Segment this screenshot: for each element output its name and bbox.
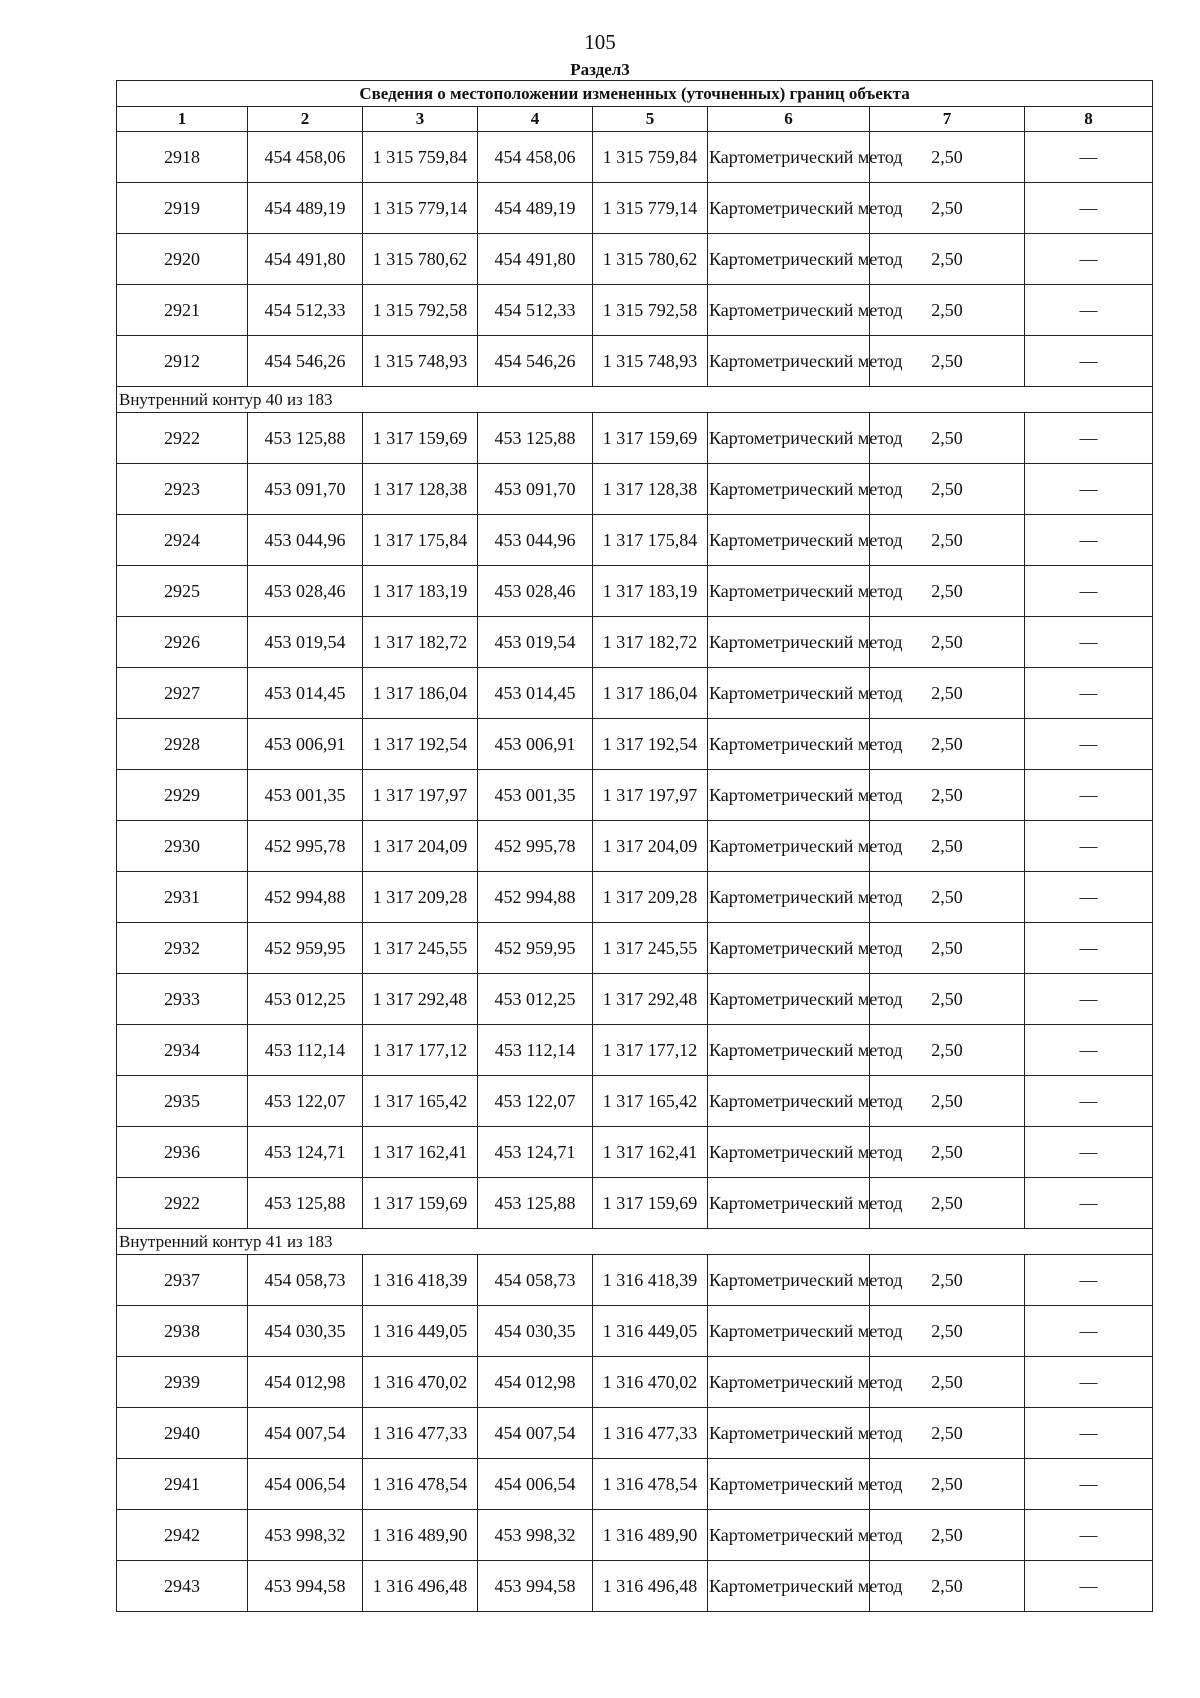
accuracy-value: 2,50 — [870, 1510, 1025, 1561]
empty-value-dash: — — [1025, 413, 1153, 464]
accuracy-value: 2,50 — [870, 336, 1025, 387]
determination-method: Картометрический метод — [708, 719, 870, 770]
table-row — [117, 132, 1153, 183]
column-header: 7 — [870, 107, 1025, 132]
determination-method: Картометрический метод — [708, 234, 870, 285]
accuracy-value: 2,50 — [870, 1178, 1025, 1229]
refined-y: 1 317 186,04 — [593, 668, 708, 719]
coordinates-table — [116, 80, 1153, 1612]
existing-x: 454 030,35 — [248, 1306, 363, 1357]
point-number: 2931 — [117, 872, 248, 923]
column-header: 4 — [478, 107, 593, 132]
existing-y: 1 317 245,55 — [363, 923, 478, 974]
determination-method: Картометрический метод — [708, 974, 870, 1025]
accuracy-value: 2,50 — [870, 668, 1025, 719]
refined-y: 1 317 162,41 — [593, 1127, 708, 1178]
existing-y: 1 317 192,54 — [363, 719, 478, 770]
point-number: 2934 — [117, 1025, 248, 1076]
refined-x: 453 028,46 — [478, 566, 593, 617]
determination-method: Картометрический метод — [708, 1178, 870, 1229]
point-number: 2938 — [117, 1306, 248, 1357]
determination-method: Картометрический метод — [708, 336, 870, 387]
existing-x: 453 994,58 — [248, 1561, 363, 1612]
empty-value-dash: — — [1025, 234, 1153, 285]
table-row — [117, 1025, 1153, 1076]
existing-x: 454 491,80 — [248, 234, 363, 285]
determination-method: Картометрический метод — [708, 668, 870, 719]
table-row — [117, 1076, 1153, 1127]
refined-y: 1 317 292,48 — [593, 974, 708, 1025]
existing-x: 454 458,06 — [248, 132, 363, 183]
empty-value-dash: — — [1025, 770, 1153, 821]
refined-y: 1 317 182,72 — [593, 617, 708, 668]
accuracy-value: 2,50 — [870, 1561, 1025, 1612]
empty-value-dash: — — [1025, 1255, 1153, 1306]
existing-x: 453 122,07 — [248, 1076, 363, 1127]
existing-x: 454 546,26 — [248, 336, 363, 387]
empty-value-dash: — — [1025, 1076, 1153, 1127]
existing-y: 1 316 418,39 — [363, 1255, 478, 1306]
accuracy-value: 2,50 — [870, 285, 1025, 336]
accuracy-value: 2,50 — [870, 1408, 1025, 1459]
empty-value-dash: — — [1025, 132, 1153, 183]
refined-y: 1 315 792,58 — [593, 285, 708, 336]
existing-y: 1 316 478,54 — [363, 1459, 478, 1510]
table-row — [117, 668, 1153, 719]
existing-x: 453 014,45 — [248, 668, 363, 719]
existing-y: 1 316 496,48 — [363, 1561, 478, 1612]
determination-method: Картометрический метод — [708, 1306, 870, 1357]
refined-y: 1 317 159,69 — [593, 413, 708, 464]
accuracy-value: 2,50 — [870, 413, 1025, 464]
determination-method: Картометрический метод — [708, 515, 870, 566]
existing-y: 1 317 162,41 — [363, 1127, 478, 1178]
point-number: 2922 — [117, 1178, 248, 1229]
empty-value-dash: — — [1025, 719, 1153, 770]
existing-y: 1 317 175,84 — [363, 515, 478, 566]
refined-x: 453 122,07 — [478, 1076, 593, 1127]
refined-y: 1 317 128,38 — [593, 464, 708, 515]
refined-x: 453 994,58 — [478, 1561, 593, 1612]
point-number: 2940 — [117, 1408, 248, 1459]
point-number: 2927 — [117, 668, 248, 719]
refined-x: 454 030,35 — [478, 1306, 593, 1357]
empty-value-dash: — — [1025, 668, 1153, 719]
table-row — [117, 336, 1153, 387]
determination-method: Картометрический метод — [708, 821, 870, 872]
point-number: 2935 — [117, 1076, 248, 1127]
refined-y: 1 317 165,42 — [593, 1076, 708, 1127]
accuracy-value: 2,50 — [870, 234, 1025, 285]
point-number: 2942 — [117, 1510, 248, 1561]
existing-x: 454 512,33 — [248, 285, 363, 336]
contour-row — [117, 1229, 1153, 1255]
determination-method: Картометрический метод — [708, 566, 870, 617]
existing-y: 1 317 128,38 — [363, 464, 478, 515]
refined-x: 454 546,26 — [478, 336, 593, 387]
table-row — [117, 1510, 1153, 1561]
existing-y: 1 315 779,14 — [363, 183, 478, 234]
refined-y: 1 317 183,19 — [593, 566, 708, 617]
point-number: 2921 — [117, 285, 248, 336]
existing-y: 1 317 292,48 — [363, 974, 478, 1025]
existing-y: 1 317 183,19 — [363, 566, 478, 617]
refined-x: 454 512,33 — [478, 285, 593, 336]
point-number: 2926 — [117, 617, 248, 668]
accuracy-value: 2,50 — [870, 1127, 1025, 1178]
existing-x: 453 112,14 — [248, 1025, 363, 1076]
refined-x: 453 014,45 — [478, 668, 593, 719]
refined-y: 1 317 159,69 — [593, 1178, 708, 1229]
existing-y: 1 317 159,69 — [363, 413, 478, 464]
point-number: 2928 — [117, 719, 248, 770]
refined-x: 453 019,54 — [478, 617, 593, 668]
refined-y: 1 317 209,28 — [593, 872, 708, 923]
empty-value-dash: — — [1025, 617, 1153, 668]
determination-method: Картометрический метод — [708, 1255, 870, 1306]
table-row — [117, 1178, 1153, 1229]
accuracy-value: 2,50 — [870, 1357, 1025, 1408]
empty-value-dash: — — [1025, 1459, 1153, 1510]
existing-x: 454 012,98 — [248, 1357, 363, 1408]
column-header: 5 — [593, 107, 708, 132]
accuracy-value: 2,50 — [870, 1306, 1025, 1357]
column-header: 8 — [1025, 107, 1153, 132]
empty-value-dash: — — [1025, 1178, 1153, 1229]
refined-x: 453 998,32 — [478, 1510, 593, 1561]
refined-y: 1 316 418,39 — [593, 1255, 708, 1306]
refined-x: 453 001,35 — [478, 770, 593, 821]
refined-y: 1 316 496,48 — [593, 1561, 708, 1612]
table-row — [117, 923, 1153, 974]
refined-y: 1 315 779,14 — [593, 183, 708, 234]
existing-x: 453 044,96 — [248, 515, 363, 566]
refined-x: 454 012,98 — [478, 1357, 593, 1408]
table-row — [117, 464, 1153, 515]
column-header: 3 — [363, 107, 478, 132]
refined-y: 1 317 197,97 — [593, 770, 708, 821]
accuracy-value: 2,50 — [870, 1255, 1025, 1306]
determination-method: Картометрический метод — [708, 872, 870, 923]
empty-value-dash: — — [1025, 1306, 1153, 1357]
refined-y: 1 317 175,84 — [593, 515, 708, 566]
existing-x: 453 006,91 — [248, 719, 363, 770]
contour-label: Внутренний контур 41 из 183 — [117, 1229, 1153, 1255]
refined-x: 454 489,19 — [478, 183, 593, 234]
table-row — [117, 1408, 1153, 1459]
determination-method: Картометрический метод — [708, 1357, 870, 1408]
accuracy-value: 2,50 — [870, 132, 1025, 183]
accuracy-value: 2,50 — [870, 770, 1025, 821]
table-row — [117, 566, 1153, 617]
page-number: 105 — [584, 30, 616, 54]
table-row — [117, 821, 1153, 872]
empty-value-dash: — — [1025, 566, 1153, 617]
point-number: 2932 — [117, 923, 248, 974]
existing-y: 1 317 186,04 — [363, 668, 478, 719]
refined-x: 453 012,25 — [478, 974, 593, 1025]
determination-method: Картометрический метод — [708, 923, 870, 974]
point-number: 2941 — [117, 1459, 248, 1510]
table-caption: Сведения о местоположении измененных (уточненных) границ объекта — [117, 81, 1153, 107]
point-number: 2939 — [117, 1357, 248, 1408]
table-row — [117, 1459, 1153, 1510]
table-row — [117, 1127, 1153, 1178]
point-number: 2930 — [117, 821, 248, 872]
refined-y: 1 317 245,55 — [593, 923, 708, 974]
refined-x: 453 112,14 — [478, 1025, 593, 1076]
section-title: Раздел3 — [570, 60, 630, 79]
determination-method: Картометрический метод — [708, 132, 870, 183]
table-row — [117, 974, 1153, 1025]
refined-x: 454 007,54 — [478, 1408, 593, 1459]
existing-y: 1 317 165,42 — [363, 1076, 478, 1127]
existing-x: 454 058,73 — [248, 1255, 363, 1306]
point-number: 2923 — [117, 464, 248, 515]
point-number: 2919 — [117, 183, 248, 234]
determination-method: Картометрический метод — [708, 1076, 870, 1127]
accuracy-value: 2,50 — [870, 1076, 1025, 1127]
point-number: 2933 — [117, 974, 248, 1025]
empty-value-dash: — — [1025, 1025, 1153, 1076]
table-row — [117, 1306, 1153, 1357]
accuracy-value: 2,50 — [870, 183, 1025, 234]
empty-value-dash: — — [1025, 872, 1153, 923]
contour-row — [117, 387, 1153, 413]
point-number: 2936 — [117, 1127, 248, 1178]
empty-value-dash: — — [1025, 1561, 1153, 1612]
point-number: 2922 — [117, 413, 248, 464]
empty-value-dash: — — [1025, 821, 1153, 872]
refined-x: 452 959,95 — [478, 923, 593, 974]
determination-method: Картометрический метод — [708, 183, 870, 234]
existing-y: 1 316 449,05 — [363, 1306, 478, 1357]
table-row — [117, 515, 1153, 566]
existing-x: 453 019,54 — [248, 617, 363, 668]
existing-y: 1 316 489,90 — [363, 1510, 478, 1561]
existing-y: 1 315 748,93 — [363, 336, 478, 387]
point-number: 2929 — [117, 770, 248, 821]
determination-method: Картометрический метод — [708, 1127, 870, 1178]
accuracy-value: 2,50 — [870, 974, 1025, 1025]
existing-y: 1 315 759,84 — [363, 132, 478, 183]
determination-method: Картометрический метод — [708, 1510, 870, 1561]
accuracy-value: 2,50 — [870, 821, 1025, 872]
existing-x: 453 125,88 — [248, 1178, 363, 1229]
table-row — [117, 1357, 1153, 1408]
refined-x: 452 995,78 — [478, 821, 593, 872]
empty-value-dash: — — [1025, 1127, 1153, 1178]
existing-y: 1 317 159,69 — [363, 1178, 478, 1229]
table-row — [117, 234, 1153, 285]
existing-x: 453 012,25 — [248, 974, 363, 1025]
refined-x: 454 491,80 — [478, 234, 593, 285]
point-number: 2925 — [117, 566, 248, 617]
refined-x: 453 124,71 — [478, 1127, 593, 1178]
refined-x: 453 006,91 — [478, 719, 593, 770]
refined-y: 1 317 204,09 — [593, 821, 708, 872]
existing-y: 1 317 197,97 — [363, 770, 478, 821]
column-header: 6 — [708, 107, 870, 132]
accuracy-value: 2,50 — [870, 566, 1025, 617]
accuracy-value: 2,50 — [870, 464, 1025, 515]
point-number: 2912 — [117, 336, 248, 387]
table-row — [117, 1561, 1153, 1612]
existing-y: 1 316 477,33 — [363, 1408, 478, 1459]
refined-x: 453 125,88 — [478, 413, 593, 464]
determination-method: Картометрический метод — [708, 1025, 870, 1076]
table-row — [117, 770, 1153, 821]
point-number: 2943 — [117, 1561, 248, 1612]
table-row — [117, 719, 1153, 770]
accuracy-value: 2,50 — [870, 872, 1025, 923]
existing-x: 454 007,54 — [248, 1408, 363, 1459]
empty-value-dash: — — [1025, 1510, 1153, 1561]
table-row — [117, 413, 1153, 464]
empty-value-dash: — — [1025, 974, 1153, 1025]
table-row — [117, 1255, 1153, 1306]
existing-x: 453 124,71 — [248, 1127, 363, 1178]
determination-method: Картометрический метод — [708, 464, 870, 515]
determination-method: Картометрический метод — [708, 770, 870, 821]
existing-x: 453 001,35 — [248, 770, 363, 821]
refined-x: 454 058,73 — [478, 1255, 593, 1306]
refined-y: 1 316 478,54 — [593, 1459, 708, 1510]
empty-value-dash: — — [1025, 336, 1153, 387]
determination-method: Картометрический метод — [708, 1561, 870, 1612]
existing-x: 453 028,46 — [248, 566, 363, 617]
determination-method: Картометрический метод — [708, 1459, 870, 1510]
determination-method: Картометрический метод — [708, 1408, 870, 1459]
refined-y: 1 315 780,62 — [593, 234, 708, 285]
existing-x: 452 994,88 — [248, 872, 363, 923]
table-row — [117, 183, 1153, 234]
table-header-row — [117, 107, 1153, 132]
existing-y: 1 317 177,12 — [363, 1025, 478, 1076]
empty-value-dash: — — [1025, 1357, 1153, 1408]
determination-method: Картометрический метод — [708, 285, 870, 336]
empty-value-dash: — — [1025, 923, 1153, 974]
empty-value-dash: — — [1025, 183, 1153, 234]
existing-y: 1 316 470,02 — [363, 1357, 478, 1408]
column-header: 1 — [117, 107, 248, 132]
table-row — [117, 617, 1153, 668]
refined-x: 454 458,06 — [478, 132, 593, 183]
existing-y: 1 315 780,62 — [363, 234, 478, 285]
empty-value-dash: — — [1025, 285, 1153, 336]
refined-x: 452 994,88 — [478, 872, 593, 923]
point-number: 2918 — [117, 132, 248, 183]
refined-y: 1 316 477,33 — [593, 1408, 708, 1459]
existing-y: 1 317 182,72 — [363, 617, 478, 668]
refined-x: 453 044,96 — [478, 515, 593, 566]
accuracy-value: 2,50 — [870, 1025, 1025, 1076]
determination-method: Картометрический метод — [708, 617, 870, 668]
refined-x: 453 125,88 — [478, 1178, 593, 1229]
existing-x: 452 995,78 — [248, 821, 363, 872]
accuracy-value: 2,50 — [870, 1459, 1025, 1510]
table-row — [117, 285, 1153, 336]
point-number: 2924 — [117, 515, 248, 566]
determination-method: Картометрический метод — [708, 413, 870, 464]
accuracy-value: 2,50 — [870, 719, 1025, 770]
existing-y: 1 315 792,58 — [363, 285, 478, 336]
accuracy-value: 2,50 — [870, 923, 1025, 974]
refined-x: 454 006,54 — [478, 1459, 593, 1510]
point-number: 2937 — [117, 1255, 248, 1306]
refined-y: 1 316 449,05 — [593, 1306, 708, 1357]
point-number: 2920 — [117, 234, 248, 285]
refined-y: 1 316 470,02 — [593, 1357, 708, 1408]
table-row — [117, 872, 1153, 923]
existing-x: 454 489,19 — [248, 183, 363, 234]
existing-y: 1 317 204,09 — [363, 821, 478, 872]
existing-x: 453 125,88 — [248, 413, 363, 464]
table-caption-row — [117, 81, 1153, 107]
existing-y: 1 317 209,28 — [363, 872, 478, 923]
empty-value-dash: — — [1025, 1408, 1153, 1459]
refined-y: 1 317 177,12 — [593, 1025, 708, 1076]
refined-y: 1 317 192,54 — [593, 719, 708, 770]
accuracy-value: 2,50 — [870, 515, 1025, 566]
existing-x: 453 998,32 — [248, 1510, 363, 1561]
refined-y: 1 315 748,93 — [593, 336, 708, 387]
refined-x: 453 091,70 — [478, 464, 593, 515]
empty-value-dash: — — [1025, 515, 1153, 566]
existing-x: 454 006,54 — [248, 1459, 363, 1510]
accuracy-value: 2,50 — [870, 617, 1025, 668]
empty-value-dash: — — [1025, 464, 1153, 515]
existing-x: 453 091,70 — [248, 464, 363, 515]
column-header: 2 — [248, 107, 363, 132]
refined-y: 1 316 489,90 — [593, 1510, 708, 1561]
contour-label: Внутренний контур 40 из 183 — [117, 387, 1153, 413]
existing-x: 452 959,95 — [248, 923, 363, 974]
refined-y: 1 315 759,84 — [593, 132, 708, 183]
